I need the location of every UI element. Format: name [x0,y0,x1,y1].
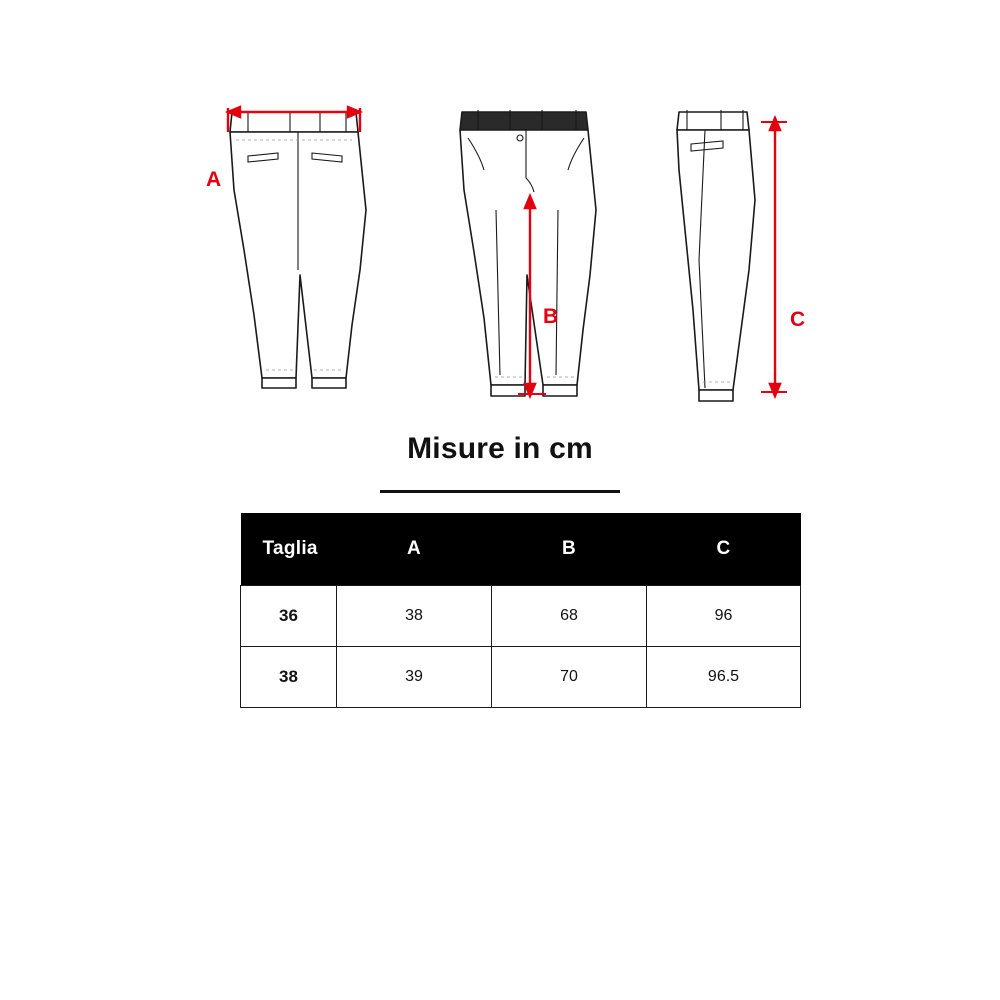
size-table-container [240,513,800,708]
cell-size: 38 [241,647,337,708]
column-header-size: Taglia [241,513,337,586]
column-header-a: A [337,513,492,586]
trousers-front-illustration [400,60,660,420]
column-header-b: B [492,513,647,586]
size-table [240,513,801,708]
trousers-back-view [170,60,430,420]
trousers-back-illustration [170,60,430,420]
column-header-c: C [647,513,801,586]
measure-label-c: C [790,308,806,331]
title-block [0,432,1000,493]
cell-a: 39 [337,647,492,708]
title-divider [380,490,620,493]
cell-size: 36 [241,586,337,647]
trousers-side-illustration [635,60,895,420]
cell-c: 96 [647,586,801,647]
table-row [241,647,801,708]
cell-b: 70 [492,647,647,708]
trousers-front-view [400,60,660,420]
table-row [241,586,801,647]
table-header-row [241,513,801,586]
trousers-side-view [635,60,895,420]
cell-c: 96.5 [647,647,801,708]
cell-b: 68 [492,586,647,647]
measure-label-a: A [206,168,222,191]
diagram-area [0,60,1000,420]
page-title: Misure in cm [407,432,593,465]
cell-a: 38 [337,586,492,647]
measure-label-b: B [543,305,559,328]
